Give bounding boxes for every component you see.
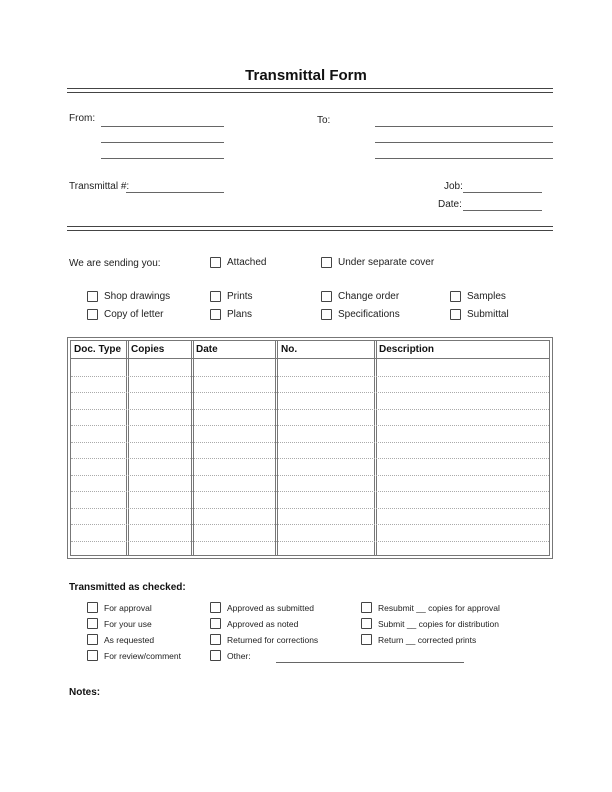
- change-order-option[interactable]: [321, 291, 399, 302]
- sending-label: We are sending you:: [69, 258, 161, 269]
- submittal-label: Submittal: [467, 309, 509, 320]
- col-divider: [374, 341, 377, 555]
- copy-of-letter-label: Copy of letter: [104, 309, 164, 320]
- date-field[interactable]: [463, 210, 542, 211]
- job-field[interactable]: [463, 192, 542, 193]
- from-label: From:: [69, 113, 96, 124]
- approved-as-noted-label: Approved as noted: [227, 618, 299, 629]
- copy-of-letter-checkbox[interactable]: [87, 309, 98, 320]
- plans-label: Plans: [227, 309, 253, 320]
- for-your-use-label: For your use: [104, 618, 152, 629]
- table-row-divider: [71, 409, 549, 410]
- separate-cover-option[interactable]: [321, 257, 434, 268]
- approved-as-submitted-label: Approved as submitted: [227, 602, 314, 613]
- for-review-option[interactable]: [87, 650, 181, 661]
- to-field-line-2[interactable]: [375, 142, 553, 143]
- transmittal-number-label: Transmittal #:: [69, 181, 130, 192]
- table-row-divider: [71, 524, 549, 525]
- attached-checkbox[interactable]: [210, 257, 221, 268]
- header-row-divider: [71, 358, 549, 359]
- samples-option[interactable]: [450, 291, 506, 302]
- table-row-divider: [71, 425, 549, 426]
- return-corrected-checkbox[interactable]: [361, 634, 372, 645]
- other-option[interactable]: [210, 650, 251, 661]
- table-row-divider: [71, 475, 549, 476]
- samples-label: Samples: [467, 291, 506, 302]
- from-field-line-1[interactable]: [101, 126, 224, 127]
- returned-for-corrections-option[interactable]: [210, 634, 318, 645]
- transmitted-heading: Transmitted as checked:: [69, 582, 186, 593]
- col-header-doc-type: Doc. Type: [74, 344, 122, 355]
- to-field-line-3[interactable]: [375, 158, 553, 159]
- attached-label: Attached: [227, 257, 267, 268]
- separate-cover-checkbox[interactable]: [321, 257, 332, 268]
- as-requested-option[interactable]: [87, 634, 154, 645]
- approved-as-noted-checkbox[interactable]: [210, 618, 221, 629]
- other-checkbox[interactable]: [210, 650, 221, 661]
- items-table-grid: [70, 340, 550, 556]
- separate-cover-label: Under separate cover: [338, 257, 435, 268]
- resubmit-checkbox[interactable]: [361, 602, 372, 613]
- submit-distribution-label: Submit __ copies for distribution: [378, 618, 499, 629]
- prints-label: Prints: [227, 291, 253, 302]
- for-review-label: For review/comment: [104, 650, 181, 661]
- submittal-checkbox[interactable]: [450, 309, 461, 320]
- col-header-no: No.: [281, 344, 298, 355]
- other-label: Other:: [227, 650, 251, 661]
- items-table: [67, 337, 553, 559]
- table-row-divider: [71, 458, 549, 459]
- attached-option[interactable]: [210, 257, 266, 268]
- table-row-divider: [71, 491, 549, 492]
- col-header-description: Description: [379, 344, 435, 355]
- to-field-line-1[interactable]: [375, 126, 553, 127]
- transmittal-number-field[interactable]: [126, 192, 224, 193]
- col-divider: [126, 341, 129, 555]
- job-label: Job:: [444, 181, 463, 192]
- other-field[interactable]: [276, 662, 464, 663]
- for-your-use-option[interactable]: [87, 618, 152, 629]
- table-row-divider: [71, 442, 549, 443]
- plans-checkbox[interactable]: [210, 309, 221, 320]
- resubmit-option[interactable]: [361, 602, 500, 613]
- for-your-use-checkbox[interactable]: [87, 618, 98, 629]
- for-approval-option[interactable]: [87, 602, 152, 613]
- col-divider: [275, 341, 278, 555]
- prints-checkbox[interactable]: [210, 291, 221, 302]
- header-divider: [67, 226, 553, 231]
- table-row-divider: [71, 541, 549, 542]
- specifications-label: Specifications: [338, 309, 400, 320]
- date-label: Date:: [438, 199, 462, 210]
- change-order-label: Change order: [338, 291, 400, 302]
- submit-distribution-checkbox[interactable]: [361, 618, 372, 629]
- submittal-option[interactable]: [450, 309, 509, 320]
- returned-for-corrections-label: Returned for corrections: [227, 634, 319, 645]
- return-corrected-option[interactable]: [361, 634, 476, 645]
- plans-option[interactable]: [210, 309, 252, 320]
- specifications-option[interactable]: [321, 309, 400, 320]
- for-approval-checkbox[interactable]: [87, 602, 98, 613]
- return-corrected-label: Return __ corrected prints: [378, 634, 477, 645]
- as-requested-label: As requested: [104, 634, 155, 645]
- as-requested-checkbox[interactable]: [87, 634, 98, 645]
- samples-checkbox[interactable]: [450, 291, 461, 302]
- for-review-checkbox[interactable]: [87, 650, 98, 661]
- approved-as-submitted-checkbox[interactable]: [210, 602, 221, 613]
- prints-option[interactable]: [210, 291, 253, 302]
- table-row-divider: [71, 392, 549, 393]
- col-header-copies: Copies: [131, 344, 165, 355]
- submit-distribution-option[interactable]: [361, 618, 499, 629]
- table-row-divider: [71, 376, 549, 377]
- shop-drawings-option[interactable]: [87, 291, 170, 302]
- col-header-date: Date: [196, 344, 218, 355]
- to-label: To:: [317, 115, 331, 126]
- notes-label: Notes:: [69, 687, 101, 698]
- approved-as-submitted-option[interactable]: [210, 602, 314, 613]
- from-field-line-3[interactable]: [101, 158, 224, 159]
- shop-drawings-checkbox[interactable]: [87, 291, 98, 302]
- table-row-divider: [71, 508, 549, 509]
- resubmit-label: Resubmit __ copies for approval: [378, 602, 500, 613]
- copy-of-letter-option[interactable]: [87, 309, 163, 320]
- shop-drawings-label: Shop drawings: [104, 291, 171, 302]
- form-title: Transmittal Form: [245, 67, 367, 84]
- title-divider: [67, 88, 553, 93]
- from-field-line-2[interactable]: [101, 142, 224, 143]
- for-approval-label: For approval: [104, 602, 152, 613]
- returned-for-corrections-checkbox[interactable]: [210, 634, 221, 645]
- change-order-checkbox[interactable]: [321, 291, 332, 302]
- col-divider: [191, 341, 194, 555]
- specifications-checkbox[interactable]: [321, 309, 332, 320]
- approved-as-noted-option[interactable]: [210, 618, 298, 629]
